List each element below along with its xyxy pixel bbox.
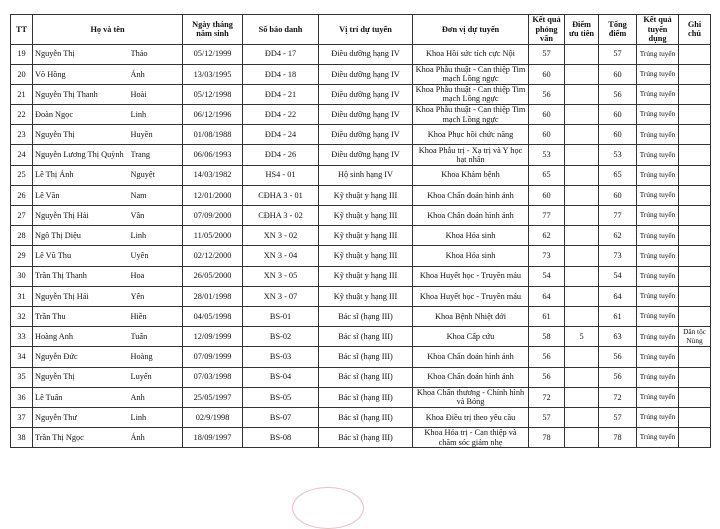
table-row	[11, 206, 711, 226]
cell-unit: Khoa Hồi sức tích cực Nội	[413, 44, 529, 64]
cell-tt: 23	[11, 125, 33, 145]
cell-unit: Khoa Phẫu thuật - Can thiệp Tim mạch Lồng ngực	[413, 84, 529, 104]
table-row	[11, 306, 711, 326]
cell-position: Bác sĩ (hạng III)	[319, 387, 413, 407]
cell-dob: 11/05/2000	[183, 226, 243, 246]
cell-dob: 04/05/1998	[183, 306, 243, 326]
cell-result: Trúng tuyển	[637, 428, 679, 448]
cell-score: 54	[529, 266, 565, 286]
cell-sbd: XN 3 - 04	[243, 246, 319, 266]
cell-tt: 38	[11, 428, 33, 448]
cell-dob: 05/12/1999	[183, 44, 243, 64]
cell-dob: 13/03/1995	[183, 64, 243, 84]
cell-dob: 02/9/1998	[183, 407, 243, 427]
table-row	[11, 105, 711, 125]
cell-score: 60	[529, 64, 565, 84]
cell-note: Dân tộc Nùng	[679, 327, 711, 347]
cell-first-name: Hoa	[131, 266, 183, 286]
cell-last-name: Nguyễn Thị Thanh	[33, 84, 131, 104]
cell-last-name: Nguyễn Thư	[33, 407, 131, 427]
cell-tt: 35	[11, 367, 33, 387]
cell-tt: 22	[11, 105, 33, 125]
cell-score: 65	[529, 165, 565, 185]
cell-total: 65	[599, 165, 637, 185]
cell-sbd: BS-01	[243, 306, 319, 326]
cell-tt: 19	[11, 44, 33, 64]
table-row	[11, 44, 711, 64]
cell-sbd: HS4 - 01	[243, 165, 319, 185]
cell-result: Trúng tuyển	[637, 64, 679, 84]
cell-last-name: Ngô Thị Diệu	[33, 226, 131, 246]
cell-note	[679, 105, 711, 125]
table-row	[11, 347, 711, 367]
results-sheet	[10, 14, 711, 448]
cell-result: Trúng tuyển	[637, 347, 679, 367]
cell-total: 62	[599, 226, 637, 246]
cell-priority	[565, 266, 599, 286]
table-row	[11, 145, 711, 165]
header-tt: TT	[11, 15, 33, 45]
cell-score: 60	[529, 105, 565, 125]
cell-total: 63	[599, 327, 637, 347]
cell-position: Bác sĩ (hạng III)	[319, 306, 413, 326]
cell-unit: Khoa Huyết học - Truyền máu	[413, 266, 529, 286]
cell-score: 56	[529, 84, 565, 104]
cell-note	[679, 407, 711, 427]
cell-total: 73	[599, 246, 637, 266]
cell-unit: Khoa Phẫu thuật - Can thiệp Tim mạch Lồng ngực	[413, 105, 529, 125]
cell-sbd: BS-05	[243, 387, 319, 407]
table-row	[11, 64, 711, 84]
table-row	[11, 266, 711, 286]
cell-score: 60	[529, 125, 565, 145]
cell-note	[679, 347, 711, 367]
cell-result: Trúng tuyển	[637, 84, 679, 104]
cell-tt: 36	[11, 387, 33, 407]
cell-dob: 07/09/2000	[183, 206, 243, 226]
cell-priority	[565, 44, 599, 64]
cell-unit: Khoa Điều trị theo yêu cầu	[413, 407, 529, 427]
cell-unit: Khoa Chấn thương - Chỉnh hình và Bỏng	[413, 387, 529, 407]
cell-score: 60	[529, 185, 565, 205]
cell-unit: Khoa Hóa sinh	[413, 246, 529, 266]
cell-first-name: Tuấn	[131, 327, 183, 347]
cell-position: Bác sĩ (hạng III)	[319, 327, 413, 347]
cell-total: 57	[599, 44, 637, 64]
cell-last-name: Đoàn Ngọc	[33, 105, 131, 125]
cell-priority	[565, 206, 599, 226]
cell-score: 57	[529, 407, 565, 427]
cell-score: 73	[529, 246, 565, 266]
cell-tt: 37	[11, 407, 33, 427]
cell-dob: 25/05/1997	[183, 387, 243, 407]
cell-score: 56	[529, 347, 565, 367]
cell-dob: 12/01/2000	[183, 185, 243, 205]
cell-total: 77	[599, 206, 637, 226]
cell-total: 61	[599, 306, 637, 326]
cell-priority	[565, 286, 599, 306]
header-total: Tổng điểm	[599, 15, 637, 45]
cell-position: Hộ sinh hạng IV	[319, 165, 413, 185]
cell-result: Trúng tuyển	[637, 206, 679, 226]
cell-first-name: Hoài	[131, 84, 183, 104]
cell-note	[679, 428, 711, 448]
cell-total: 60	[599, 125, 637, 145]
cell-result: Trúng tuyển	[637, 226, 679, 246]
table-row	[11, 367, 711, 387]
cell-last-name: Nguyễn Thị Hải	[33, 286, 131, 306]
cell-result: Trúng tuyển	[637, 145, 679, 165]
cell-note	[679, 64, 711, 84]
cell-sbd: BS-08	[243, 428, 319, 448]
cell-dob: 26/05/2000	[183, 266, 243, 286]
cell-result: Trúng tuyển	[637, 407, 679, 427]
cell-last-name: Hoàng Anh	[33, 327, 131, 347]
cell-note	[679, 145, 711, 165]
cell-first-name: Nguyệt	[131, 165, 183, 185]
cell-sbd: XN 3 - 07	[243, 286, 319, 306]
header-score: Kết quả phỏng vấn	[529, 15, 565, 45]
cell-sbd: ĐD4 - 24	[243, 125, 319, 145]
cell-result: Trúng tuyển	[637, 306, 679, 326]
cell-position: Điều dưỡng hạng IV	[319, 145, 413, 165]
cell-last-name: Võ Hồng	[33, 64, 131, 84]
cell-tt: 25	[11, 165, 33, 185]
cell-tt: 20	[11, 64, 33, 84]
cell-note	[679, 165, 711, 185]
cell-dob: 14/03/1982	[183, 165, 243, 185]
cell-tt: 27	[11, 206, 33, 226]
cell-score: 62	[529, 226, 565, 246]
cell-priority	[565, 84, 599, 104]
table-row	[11, 84, 711, 104]
cell-result: Trúng tuyển	[637, 327, 679, 347]
cell-unit: Khoa Cấp cứu	[413, 327, 529, 347]
cell-total: 54	[599, 266, 637, 286]
table-row	[11, 185, 711, 205]
cell-result: Trúng tuyển	[637, 185, 679, 205]
results-table	[10, 14, 711, 448]
table-row	[11, 327, 711, 347]
cell-position: Kỹ thuật y hạng III	[319, 246, 413, 266]
cell-unit: Khoa Phẫu trị - Xạ trị và Y học hạt nhân	[413, 145, 529, 165]
cell-score: 56	[529, 367, 565, 387]
cell-first-name: Luyến	[131, 367, 183, 387]
cell-priority	[565, 428, 599, 448]
cell-sbd: ĐD4 - 22	[243, 105, 319, 125]
cell-first-name: Anh	[131, 387, 183, 407]
cell-first-name: Hiền	[131, 306, 183, 326]
cell-priority	[565, 185, 599, 205]
cell-unit: Khoa Huyết học - Truyền máu	[413, 286, 529, 306]
cell-first-name: Linh	[131, 407, 183, 427]
cell-dob: 28/01/1998	[183, 286, 243, 306]
table-row	[11, 286, 711, 306]
cell-last-name: Nguyễn Lương Thị Quỳnh	[33, 145, 131, 165]
cell-priority	[565, 226, 599, 246]
cell-dob: 12/09/1999	[183, 327, 243, 347]
cell-total: 60	[599, 185, 637, 205]
cell-note	[679, 387, 711, 407]
cell-last-name: Lê Thị Ánh	[33, 165, 131, 185]
cell-priority	[565, 145, 599, 165]
header-unit: Đơn vị dự tuyển	[413, 15, 529, 45]
cell-note	[679, 206, 711, 226]
cell-priority	[565, 165, 599, 185]
table-body	[11, 44, 711, 448]
cell-note	[679, 367, 711, 387]
cell-sbd: ĐD4 - 17	[243, 44, 319, 64]
cell-total: 72	[599, 387, 637, 407]
cell-first-name: Huyền	[131, 125, 183, 145]
cell-unit: Khoa Phẫu thuật - Can thiệp Tim mạch Lồng ngực	[413, 64, 529, 84]
cell-note	[679, 306, 711, 326]
cell-sbd: BS-04	[243, 367, 319, 387]
cell-priority	[565, 306, 599, 326]
cell-note	[679, 44, 711, 64]
cell-sbd: CĐHA 3 - 02	[243, 206, 319, 226]
cell-position: Bác sĩ (hạng III)	[319, 347, 413, 367]
cell-score: 72	[529, 387, 565, 407]
cell-sbd: CĐHA 3 - 01	[243, 185, 319, 205]
cell-position: Kỹ thuật y hạng III	[319, 266, 413, 286]
table-row	[11, 387, 711, 407]
cell-total: 56	[599, 84, 637, 104]
cell-note	[679, 266, 711, 286]
cell-result: Trúng tuyển	[637, 105, 679, 125]
cell-total: 53	[599, 145, 637, 165]
cell-unit: Khoa Chẩn đoán hình ảnh	[413, 367, 529, 387]
cell-position: Điều dưỡng hạng IV	[319, 44, 413, 64]
cell-score: 78	[529, 428, 565, 448]
cell-first-name: Ánh	[131, 64, 183, 84]
cell-last-name: Trần Thu	[33, 306, 131, 326]
cell-priority: 5	[565, 327, 599, 347]
cell-score: 58	[529, 327, 565, 347]
cell-last-name: Lê Văn	[33, 185, 131, 205]
cell-priority	[565, 64, 599, 84]
cell-unit: Khoa Khám bệnh	[413, 165, 529, 185]
cell-score: 77	[529, 206, 565, 226]
cell-sbd: ĐD4 - 21	[243, 84, 319, 104]
cell-unit: Khoa Phục hồi chức năng	[413, 125, 529, 145]
cell-last-name: Nguyễn Đức	[33, 347, 131, 367]
cell-first-name: Nam	[131, 185, 183, 205]
header-result: Kết quả tuyển dụng	[637, 15, 679, 45]
cell-tt: 28	[11, 226, 33, 246]
cell-priority	[565, 105, 599, 125]
cell-dob: 18/09/1997	[183, 428, 243, 448]
cell-unit: Khoa Hóa sinh	[413, 226, 529, 246]
header-row	[11, 15, 711, 45]
cell-sbd: ĐD4 - 26	[243, 145, 319, 165]
cell-result: Trúng tuyển	[637, 286, 679, 306]
cell-tt: 21	[11, 84, 33, 104]
table-row	[11, 226, 711, 246]
cell-first-name: Uyên	[131, 246, 183, 266]
cell-result: Trúng tuyển	[637, 165, 679, 185]
cell-result: Trúng tuyển	[637, 246, 679, 266]
cell-note	[679, 286, 711, 306]
cell-tt: 29	[11, 246, 33, 266]
cell-first-name: Thảo	[131, 44, 183, 64]
cell-dob: 07/09/1999	[183, 347, 243, 367]
cell-last-name: Trần Thị Ngọc	[33, 428, 131, 448]
cell-score: 61	[529, 306, 565, 326]
cell-priority	[565, 387, 599, 407]
cell-priority	[565, 125, 599, 145]
cell-unit: Khoa Chẩn đoán hình ảnh	[413, 347, 529, 367]
cell-dob: 01/08/1988	[183, 125, 243, 145]
cell-unit: Khoa Chẩn đoán hình ảnh	[413, 185, 529, 205]
cell-sbd: BS-03	[243, 347, 319, 367]
cell-score: 57	[529, 44, 565, 64]
cell-position: Bác sĩ (hạng III)	[319, 367, 413, 387]
cell-total: 57	[599, 407, 637, 427]
cell-last-name: Nguyễn Thị	[33, 44, 131, 64]
header-dob: Ngày tháng năm sinh	[183, 15, 243, 45]
cell-note	[679, 226, 711, 246]
header-priority: Điểm ưu tiên	[565, 15, 599, 45]
cell-total: 60	[599, 64, 637, 84]
cell-result: Trúng tuyển	[637, 44, 679, 64]
cell-note	[679, 185, 711, 205]
header-note: Ghi chú	[679, 15, 711, 45]
table-row	[11, 407, 711, 427]
cell-dob: 06/12/1996	[183, 105, 243, 125]
cell-position: Kỹ thuật y hạng III	[319, 226, 413, 246]
table-row	[11, 428, 711, 448]
cell-total: 78	[599, 428, 637, 448]
cell-dob: 07/03/1998	[183, 367, 243, 387]
cell-last-name: Trần Thị Thanh	[33, 266, 131, 286]
cell-position: Điều dưỡng hạng IV	[319, 64, 413, 84]
cell-result: Trúng tuyển	[637, 367, 679, 387]
cell-unit: Khoa Chẩn đoán hình ảnh	[413, 206, 529, 226]
cell-score: 53	[529, 145, 565, 165]
cell-last-name: Lê Vũ Thu	[33, 246, 131, 266]
cell-score: 64	[529, 286, 565, 306]
cell-sbd: XN 3 - 05	[243, 266, 319, 286]
cell-position: Bác sĩ (hạng III)	[319, 428, 413, 448]
cell-priority	[565, 246, 599, 266]
cell-position: Kỹ thuật y hạng III	[319, 286, 413, 306]
cell-sbd: XN 3 - 02	[243, 226, 319, 246]
cell-sbd: BS-02	[243, 327, 319, 347]
cell-dob: 05/12/1998	[183, 84, 243, 104]
cell-unit: Khoa Hóa trị - Can thiệp và chăm sóc giảm nhẹ	[413, 428, 529, 448]
cell-note	[679, 125, 711, 145]
table-row	[11, 165, 711, 185]
cell-tt: 31	[11, 286, 33, 306]
cell-tt: 24	[11, 145, 33, 165]
cell-note	[679, 246, 711, 266]
cell-last-name: Nguyễn Thị	[33, 367, 131, 387]
cell-dob: 02/12/2000	[183, 246, 243, 266]
cell-priority	[565, 367, 599, 387]
cell-sbd: ĐD4 - 18	[243, 64, 319, 84]
cell-priority	[565, 407, 599, 427]
cell-result: Trúng tuyển	[637, 125, 679, 145]
cell-total: 56	[599, 347, 637, 367]
cell-position: Điều dưỡng hạng IV	[319, 105, 413, 125]
cell-first-name: Hoàng	[131, 347, 183, 367]
cell-position: Bác sĩ (hạng III)	[319, 407, 413, 427]
cell-priority	[565, 347, 599, 367]
cell-first-name: Vân	[131, 206, 183, 226]
cell-tt: 26	[11, 185, 33, 205]
cell-position: Điều dưỡng hạng IV	[319, 84, 413, 104]
cell-last-name: Lê Tuấn	[33, 387, 131, 407]
cell-dob: 06/06/1993	[183, 145, 243, 165]
cell-first-name: Linh	[131, 226, 183, 246]
header-sbd: Số báo danh	[243, 15, 319, 45]
cell-first-name: Ánh	[131, 428, 183, 448]
cell-last-name: Nguyễn Thị Hải	[33, 206, 131, 226]
cell-tt: 34	[11, 347, 33, 367]
cell-unit: Khoa Bệnh Nhiệt đới	[413, 306, 529, 326]
official-stamp	[292, 487, 364, 529]
cell-total: 64	[599, 286, 637, 306]
table-row	[11, 125, 711, 145]
cell-note	[679, 84, 711, 104]
cell-result: Trúng tuyển	[637, 266, 679, 286]
cell-last-name: Nguyễn Thị	[33, 125, 131, 145]
cell-first-name: Yến	[131, 286, 183, 306]
cell-position: Kỹ thuật y hạng III	[319, 185, 413, 205]
cell-tt: 30	[11, 266, 33, 286]
cell-position: Kỹ thuật y hạng III	[319, 206, 413, 226]
cell-tt: 32	[11, 306, 33, 326]
header-name: Họ và tên	[33, 15, 183, 45]
cell-total: 56	[599, 367, 637, 387]
cell-tt: 33	[11, 327, 33, 347]
cell-result: Trúng tuyển	[637, 387, 679, 407]
table-row	[11, 246, 711, 266]
cell-total: 60	[599, 105, 637, 125]
cell-first-name: Trang	[131, 145, 183, 165]
cell-first-name: Linh	[131, 105, 183, 125]
cell-sbd: BS-07	[243, 407, 319, 427]
cell-position: Điều dưỡng hạng IV	[319, 125, 413, 145]
header-position: Vị trí dự tuyển	[319, 15, 413, 45]
